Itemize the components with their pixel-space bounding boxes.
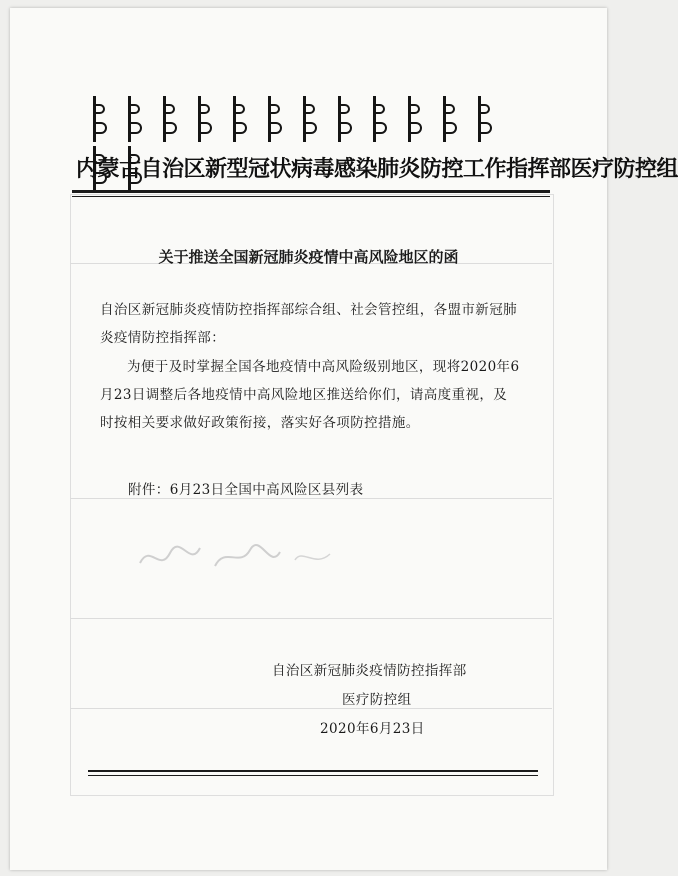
header-rule-thin <box>72 196 550 197</box>
bleed-through-line <box>70 708 552 709</box>
attachment-line: 附件：6月23日全国中高风险区县列表 <box>128 482 364 498</box>
header-rule <box>72 190 550 193</box>
bleed-through-line <box>70 498 552 499</box>
signature-issuer: 自治区新冠肺炎疫情防控指挥部 <box>272 663 467 679</box>
signature-date: 2020年6月23日 <box>320 721 425 737</box>
document-title: 关于推送全国新冠肺炎疫情中高风险地区的函 <box>158 248 459 266</box>
bleed-through-line <box>70 618 552 619</box>
signature-group: 医疗防控组 <box>342 692 412 708</box>
footer-rule-thin <box>88 775 538 776</box>
body-paragraph: 为便于及时掌握全国各地疫情中高风险级别地区，现将2020年6月23日调整后各地疫情中高风险地区推送给你们，请高度重视，及时按相关要求做好政策衔接，落实好各项防控措施。 <box>100 359 520 431</box>
mongolian-script-header <box>88 96 528 144</box>
organization-header: 内蒙古自治区新型冠状病毒感染肺炎防控工作指挥部医疗防控组 <box>76 157 678 182</box>
document-page <box>10 8 678 870</box>
salutation: 自治区新冠肺炎疫情防控指挥部综合组、社会管控组，各盟市新冠肺炎疫情防控指挥部： <box>100 302 517 346</box>
handwritten-annotation <box>130 538 340 578</box>
footer-rule <box>88 770 538 772</box>
